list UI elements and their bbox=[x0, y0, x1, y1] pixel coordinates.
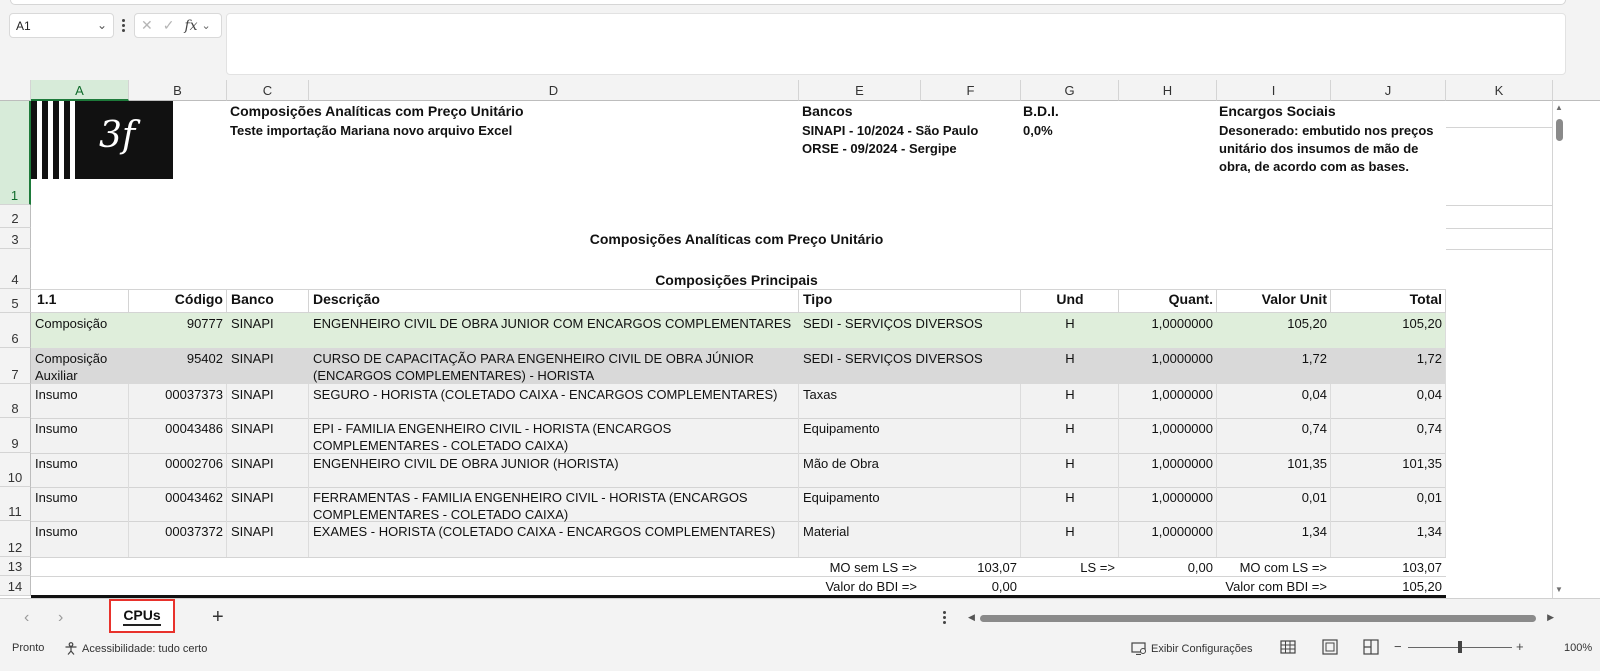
row-header-1[interactable]: 1 bbox=[0, 101, 31, 205]
cell-codigo[interactable]: 00043486 bbox=[165, 421, 223, 436]
row-header-6[interactable]: 6 bbox=[0, 313, 31, 348]
zoom-out-button[interactable]: − bbox=[1394, 639, 1402, 654]
scroll-thumb[interactable] bbox=[980, 615, 1536, 622]
cell-descricao[interactable]: FERRAMENTAS - FAMILIA ENGENHEIRO CIVIL - HORISTA (ENCARGOS COMPLEMENTARES - COLETADO CAIXA) bbox=[313, 490, 748, 522]
cell-und[interactable]: H bbox=[1065, 421, 1075, 436]
add-sheet-button[interactable]: + bbox=[212, 606, 224, 628]
cell-banco[interactable]: SINAPI bbox=[231, 421, 274, 436]
cell-codigo[interactable]: 00002706 bbox=[165, 456, 223, 471]
cell-und[interactable]: H bbox=[1065, 524, 1075, 539]
horizontal-scrollbar[interactable] bbox=[966, 612, 1556, 624]
row-header-14[interactable]: 14 bbox=[0, 576, 31, 596]
zoom-level[interactable]: 100% bbox=[1564, 642, 1593, 654]
gridline bbox=[1446, 127, 1553, 128]
cell-total[interactable]: 1,72 bbox=[1416, 351, 1442, 366]
cell-item-type[interactable]: Composição Auxiliar bbox=[35, 351, 108, 383]
table-header-quant: Quant. bbox=[1168, 291, 1213, 307]
cell-valor-unit[interactable]: 0,04 bbox=[1301, 387, 1327, 402]
table-header-codigo: Código bbox=[174, 291, 223, 307]
cell-total[interactable]: 0,04 bbox=[1416, 387, 1442, 402]
page-layout-view-icon[interactable] bbox=[1321, 639, 1339, 655]
ribbon-edge bbox=[10, 0, 1566, 5]
column-header-filler bbox=[1553, 80, 1600, 101]
page-break-view-icon[interactable] bbox=[1362, 639, 1380, 655]
cell-total[interactable]: 101,35 bbox=[1402, 456, 1442, 471]
row-header-13[interactable]: 13 bbox=[0, 557, 31, 576]
status-ready: Pronto bbox=[12, 642, 45, 654]
cell-item-type[interactable]: Insumo bbox=[35, 524, 78, 539]
cell-item-type[interactable]: Composição bbox=[35, 316, 108, 331]
column-header-a[interactable]: A bbox=[31, 80, 129, 101]
status-bar bbox=[0, 636, 1600, 671]
formula-actions bbox=[134, 13, 222, 38]
cell-codigo[interactable]: 00037372 bbox=[165, 524, 223, 539]
cell-quant[interactable]: 1,0000000 bbox=[1151, 316, 1213, 331]
bancos-label: Bancos bbox=[802, 103, 853, 119]
gridline bbox=[308, 289, 309, 313]
cell-valor-unit[interactable]: 101,35 bbox=[1287, 456, 1327, 471]
cell-banco[interactable]: SINAPI bbox=[231, 490, 274, 505]
cell-descricao[interactable]: EPI - FAMILIA ENGENHEIRO CIVIL - HORISTA (ENCARGOS COMPLEMENTARES - COLETADO CAIXA) bbox=[313, 421, 672, 453]
gridline bbox=[1216, 289, 1217, 313]
valor-com-bdi-value[interactable]: 105,20 bbox=[1402, 579, 1442, 594]
cell-banco[interactable]: SINAPI bbox=[231, 524, 274, 539]
banco-orse: ORSE - 09/2024 - Sergipe bbox=[802, 141, 957, 156]
chevron-down-icon[interactable]: ⌄ bbox=[96, 18, 107, 32]
cell-valor-unit[interactable]: 105,20 bbox=[1287, 316, 1327, 331]
more-options-icon[interactable] bbox=[118, 14, 128, 36]
confirm-icon[interactable]: ✓ bbox=[162, 17, 175, 33]
cell-item-type[interactable]: Insumo bbox=[35, 490, 78, 505]
cell-tipo[interactable]: Equipamento bbox=[803, 421, 880, 436]
cell-codigo[interactable]: 00043462 bbox=[165, 490, 223, 505]
table-header-banco: Banco bbox=[231, 291, 274, 307]
cell-tipo[interactable]: Material bbox=[803, 524, 850, 539]
row-header-10[interactable]: 10 bbox=[0, 453, 31, 487]
cell-valor-unit[interactable]: 0,74 bbox=[1301, 421, 1327, 436]
cell-und[interactable]: H bbox=[1065, 456, 1075, 471]
cell-tipo[interactable]: Mão de Obra bbox=[803, 456, 879, 471]
cell-item-type[interactable]: Insumo bbox=[35, 387, 78, 402]
cell-und[interactable]: H bbox=[1065, 316, 1075, 331]
cell-und[interactable]: H bbox=[1065, 387, 1075, 402]
more-options-icon[interactable] bbox=[943, 611, 946, 624]
table-header-valor-unit: Valor Unit bbox=[1261, 291, 1327, 307]
mo-com-ls-label: MO com LS => bbox=[1239, 560, 1327, 575]
column-header-j[interactable]: J bbox=[1331, 80, 1446, 101]
cell-codigo[interactable]: 90777 bbox=[186, 316, 223, 331]
row-header-11[interactable]: 11 bbox=[0, 487, 31, 521]
column-header-c[interactable]: C bbox=[227, 80, 309, 101]
column-header-h[interactable]: H bbox=[1119, 80, 1217, 101]
column-header-i[interactable]: I bbox=[1217, 80, 1331, 101]
gridline bbox=[1446, 205, 1553, 206]
cell-banco[interactable]: SINAPI bbox=[231, 387, 274, 402]
valor-bdi-label: Valor do BDI => bbox=[825, 579, 917, 594]
report-subtitle: Teste importação Mariana novo arquivo Excel bbox=[230, 123, 513, 138]
cell-valor-unit[interactable]: 1,34 bbox=[1301, 524, 1327, 539]
column-header-d[interactable]: D bbox=[309, 80, 799, 101]
display-settings-icon bbox=[1131, 642, 1147, 655]
prev-sheet-icon[interactable]: ‹ bbox=[24, 609, 30, 626]
window-top-strip bbox=[0, 0, 1600, 10]
gridline bbox=[798, 289, 799, 313]
cell-descricao[interactable]: SEGURO - HORISTA (COLETADO CAIXA - ENCARGOS COMPLEMENTARES) bbox=[313, 387, 778, 402]
spreadsheet-grid[interactable] bbox=[0, 80, 1600, 598]
cell-total[interactable]: 0,74 bbox=[1416, 421, 1442, 436]
accessibility-status[interactable] bbox=[64, 642, 207, 655]
gridline bbox=[1445, 289, 1446, 313]
banco-sinapi: SINAPI - 10/2024 - São Paulo bbox=[802, 123, 979, 138]
scroll-thumb[interactable] bbox=[1556, 119, 1563, 141]
report-title: Composições Analíticas com Preço Unitário bbox=[230, 103, 524, 119]
cell-quant[interactable]: 1,0000000 bbox=[1151, 387, 1213, 402]
gridline bbox=[1446, 228, 1553, 229]
gridline bbox=[1118, 289, 1119, 313]
zoom-slider-thumb[interactable] bbox=[1458, 641, 1462, 653]
cell-quant[interactable]: 1,0000000 bbox=[1151, 421, 1213, 436]
row-header-8[interactable]: 8 bbox=[0, 384, 31, 418]
cancel-icon[interactable]: ✕ bbox=[141, 17, 153, 33]
cell-total[interactable]: 0,01 bbox=[1416, 490, 1442, 505]
encargos-label: Encargos Sociais bbox=[1219, 103, 1336, 119]
column-header-g[interactable]: G bbox=[1021, 80, 1119, 101]
cell-descricao[interactable]: EXAMES - HORISTA (COLETADO CAIXA - ENCARGOS COMPLEMENTARES) bbox=[313, 524, 776, 539]
column-header-k[interactable]: K bbox=[1446, 80, 1553, 101]
sheet-tab-cpus[interactable] bbox=[109, 599, 175, 633]
cell-banco[interactable]: SINAPI bbox=[231, 351, 274, 366]
table-header-descricao: Descrição bbox=[313, 291, 380, 307]
select-all-corner[interactable] bbox=[0, 80, 31, 101]
row-header-3[interactable]: 3 bbox=[0, 228, 31, 249]
zoom-in-button[interactable]: + bbox=[1516, 639, 1524, 654]
cell-codigo[interactable]: 95402 bbox=[186, 351, 223, 366]
cell-codigo[interactable]: 00037373 bbox=[165, 387, 223, 402]
scroll-right-icon[interactable]: ▶ bbox=[1547, 612, 1554, 622]
cell-tipo[interactable]: SEDI - SERVIÇOS DIVERSOS bbox=[803, 316, 983, 331]
cell-quant[interactable]: 1,0000000 bbox=[1151, 351, 1213, 366]
chevron-down-icon[interactable]: ⌄ bbox=[201, 20, 211, 32]
cell-und[interactable]: H bbox=[1065, 351, 1075, 366]
accessibility-icon bbox=[64, 642, 78, 655]
scroll-down-icon[interactable]: ▼ bbox=[1555, 585, 1563, 594]
display-settings-label: Exibir Configurações bbox=[1151, 642, 1253, 655]
normal-view-icon[interactable] bbox=[1279, 639, 1297, 655]
valor-com-bdi-label: Valor com BDI => bbox=[1225, 579, 1327, 594]
cell-tipo[interactable]: SEDI - SERVIÇOS DIVERSOS bbox=[803, 351, 983, 366]
cell-valor-unit[interactable]: 1,72 bbox=[1301, 351, 1327, 366]
next-sheet-icon[interactable]: › bbox=[58, 609, 64, 626]
formula-input[interactable] bbox=[226, 13, 1566, 75]
cell-item-type[interactable]: Insumo bbox=[35, 456, 78, 471]
cell-item-type[interactable]: Insumo bbox=[35, 421, 78, 436]
scroll-left-icon[interactable]: ◀ bbox=[968, 612, 975, 622]
mo-sem-ls-value[interactable]: 103,07 bbox=[977, 560, 1017, 575]
gridline bbox=[1446, 249, 1553, 250]
cell-und[interactable]: H bbox=[1065, 490, 1075, 505]
gridline bbox=[226, 289, 227, 313]
gridline bbox=[1020, 289, 1021, 313]
encargos-text: Desonerado: embutido nos preços unitário dos insumos de mão de obra, de acordo com as bases. bbox=[1219, 123, 1434, 174]
accessibility-label: Acessibilidade: tudo certo bbox=[82, 642, 208, 655]
name-box[interactable] bbox=[9, 13, 114, 38]
sheet-tab-bar bbox=[0, 598, 1600, 636]
row-header-4[interactable]: 4 bbox=[0, 249, 31, 289]
cell-quant[interactable]: 1,0000000 bbox=[1151, 524, 1213, 539]
bdi-label: B.D.I. bbox=[1023, 103, 1059, 119]
insert-function-icon[interactable]: fx bbox=[184, 17, 198, 34]
vertical-scrollbar[interactable] bbox=[1553, 101, 1565, 596]
cell-tipo[interactable]: Taxas bbox=[803, 387, 837, 402]
display-settings-button[interactable] bbox=[1131, 642, 1253, 655]
gridline bbox=[1330, 289, 1331, 313]
row-header-12[interactable]: 12 bbox=[0, 521, 31, 557]
cell-descricao[interactable]: ENGENHEIRO CIVIL DE OBRA JUNIOR COM ENCARGOS COMPLEMENTARES bbox=[313, 316, 792, 331]
cell-descricao[interactable]: ENGENHEIRO CIVIL DE OBRA JUNIOR (HORISTA) bbox=[313, 456, 619, 471]
table-header-tipo: Tipo bbox=[803, 291, 833, 307]
column-header-b[interactable]: B bbox=[129, 80, 227, 101]
row-header-7[interactable]: 7 bbox=[0, 348, 31, 384]
cell-valor-unit[interactable]: 0,01 bbox=[1301, 490, 1327, 505]
gridline bbox=[128, 289, 129, 313]
cell-quant[interactable]: 1,0000000 bbox=[1151, 490, 1213, 505]
row-header-5[interactable]: 5 bbox=[0, 289, 31, 313]
row-header-9[interactable]: 9 bbox=[0, 418, 31, 453]
row-header-2[interactable]: 2 bbox=[0, 205, 31, 228]
ls-label: LS => bbox=[1080, 560, 1115, 575]
valor-bdi-value[interactable]: 0,00 bbox=[991, 579, 1017, 594]
gridline bbox=[31, 312, 1446, 313]
cell-total[interactable]: 1,34 bbox=[1416, 524, 1442, 539]
table-header-und: Und bbox=[1056, 291, 1084, 307]
section-subtitle: Composições Principais bbox=[655, 272, 818, 288]
column-header-f[interactable]: F bbox=[921, 80, 1021, 101]
ls-value[interactable]: 0,00 bbox=[1187, 560, 1213, 575]
mo-com-ls-value[interactable]: 103,07 bbox=[1402, 560, 1442, 575]
section-title: Composições Analíticas com Preço Unitário bbox=[589, 231, 884, 247]
cell-banco[interactable]: SINAPI bbox=[231, 456, 274, 471]
cell-banco[interactable]: SINAPI bbox=[231, 316, 274, 331]
mo-sem-ls-label: MO sem LS => bbox=[829, 560, 917, 575]
cell-quant[interactable]: 1,0000000 bbox=[1151, 456, 1213, 471]
column-header-e[interactable]: E bbox=[799, 80, 921, 101]
table-header-section: 1.1 bbox=[37, 291, 57, 307]
company-logo bbox=[31, 101, 173, 179]
cell-total[interactable]: 105,20 bbox=[1402, 316, 1442, 331]
bdi-value: 0,0% bbox=[1023, 123, 1053, 138]
cell-descricao[interactable]: CURSO DE CAPACITAÇÃO PARA ENGENHEIRO CIVIL DE OBRA JÚNIOR (ENCARGOS COMPLEMENTARES) - HORISTA bbox=[313, 351, 754, 383]
logo-text: 3f bbox=[99, 115, 136, 156]
scroll-up-icon[interactable]: ▲ bbox=[1555, 103, 1563, 112]
table-header-total: Total bbox=[1409, 291, 1442, 307]
name-box-value: A1 bbox=[16, 18, 31, 33]
cell-tipo[interactable]: Equipamento bbox=[803, 490, 880, 505]
sheet-tab-label: CPUs bbox=[123, 607, 160, 626]
